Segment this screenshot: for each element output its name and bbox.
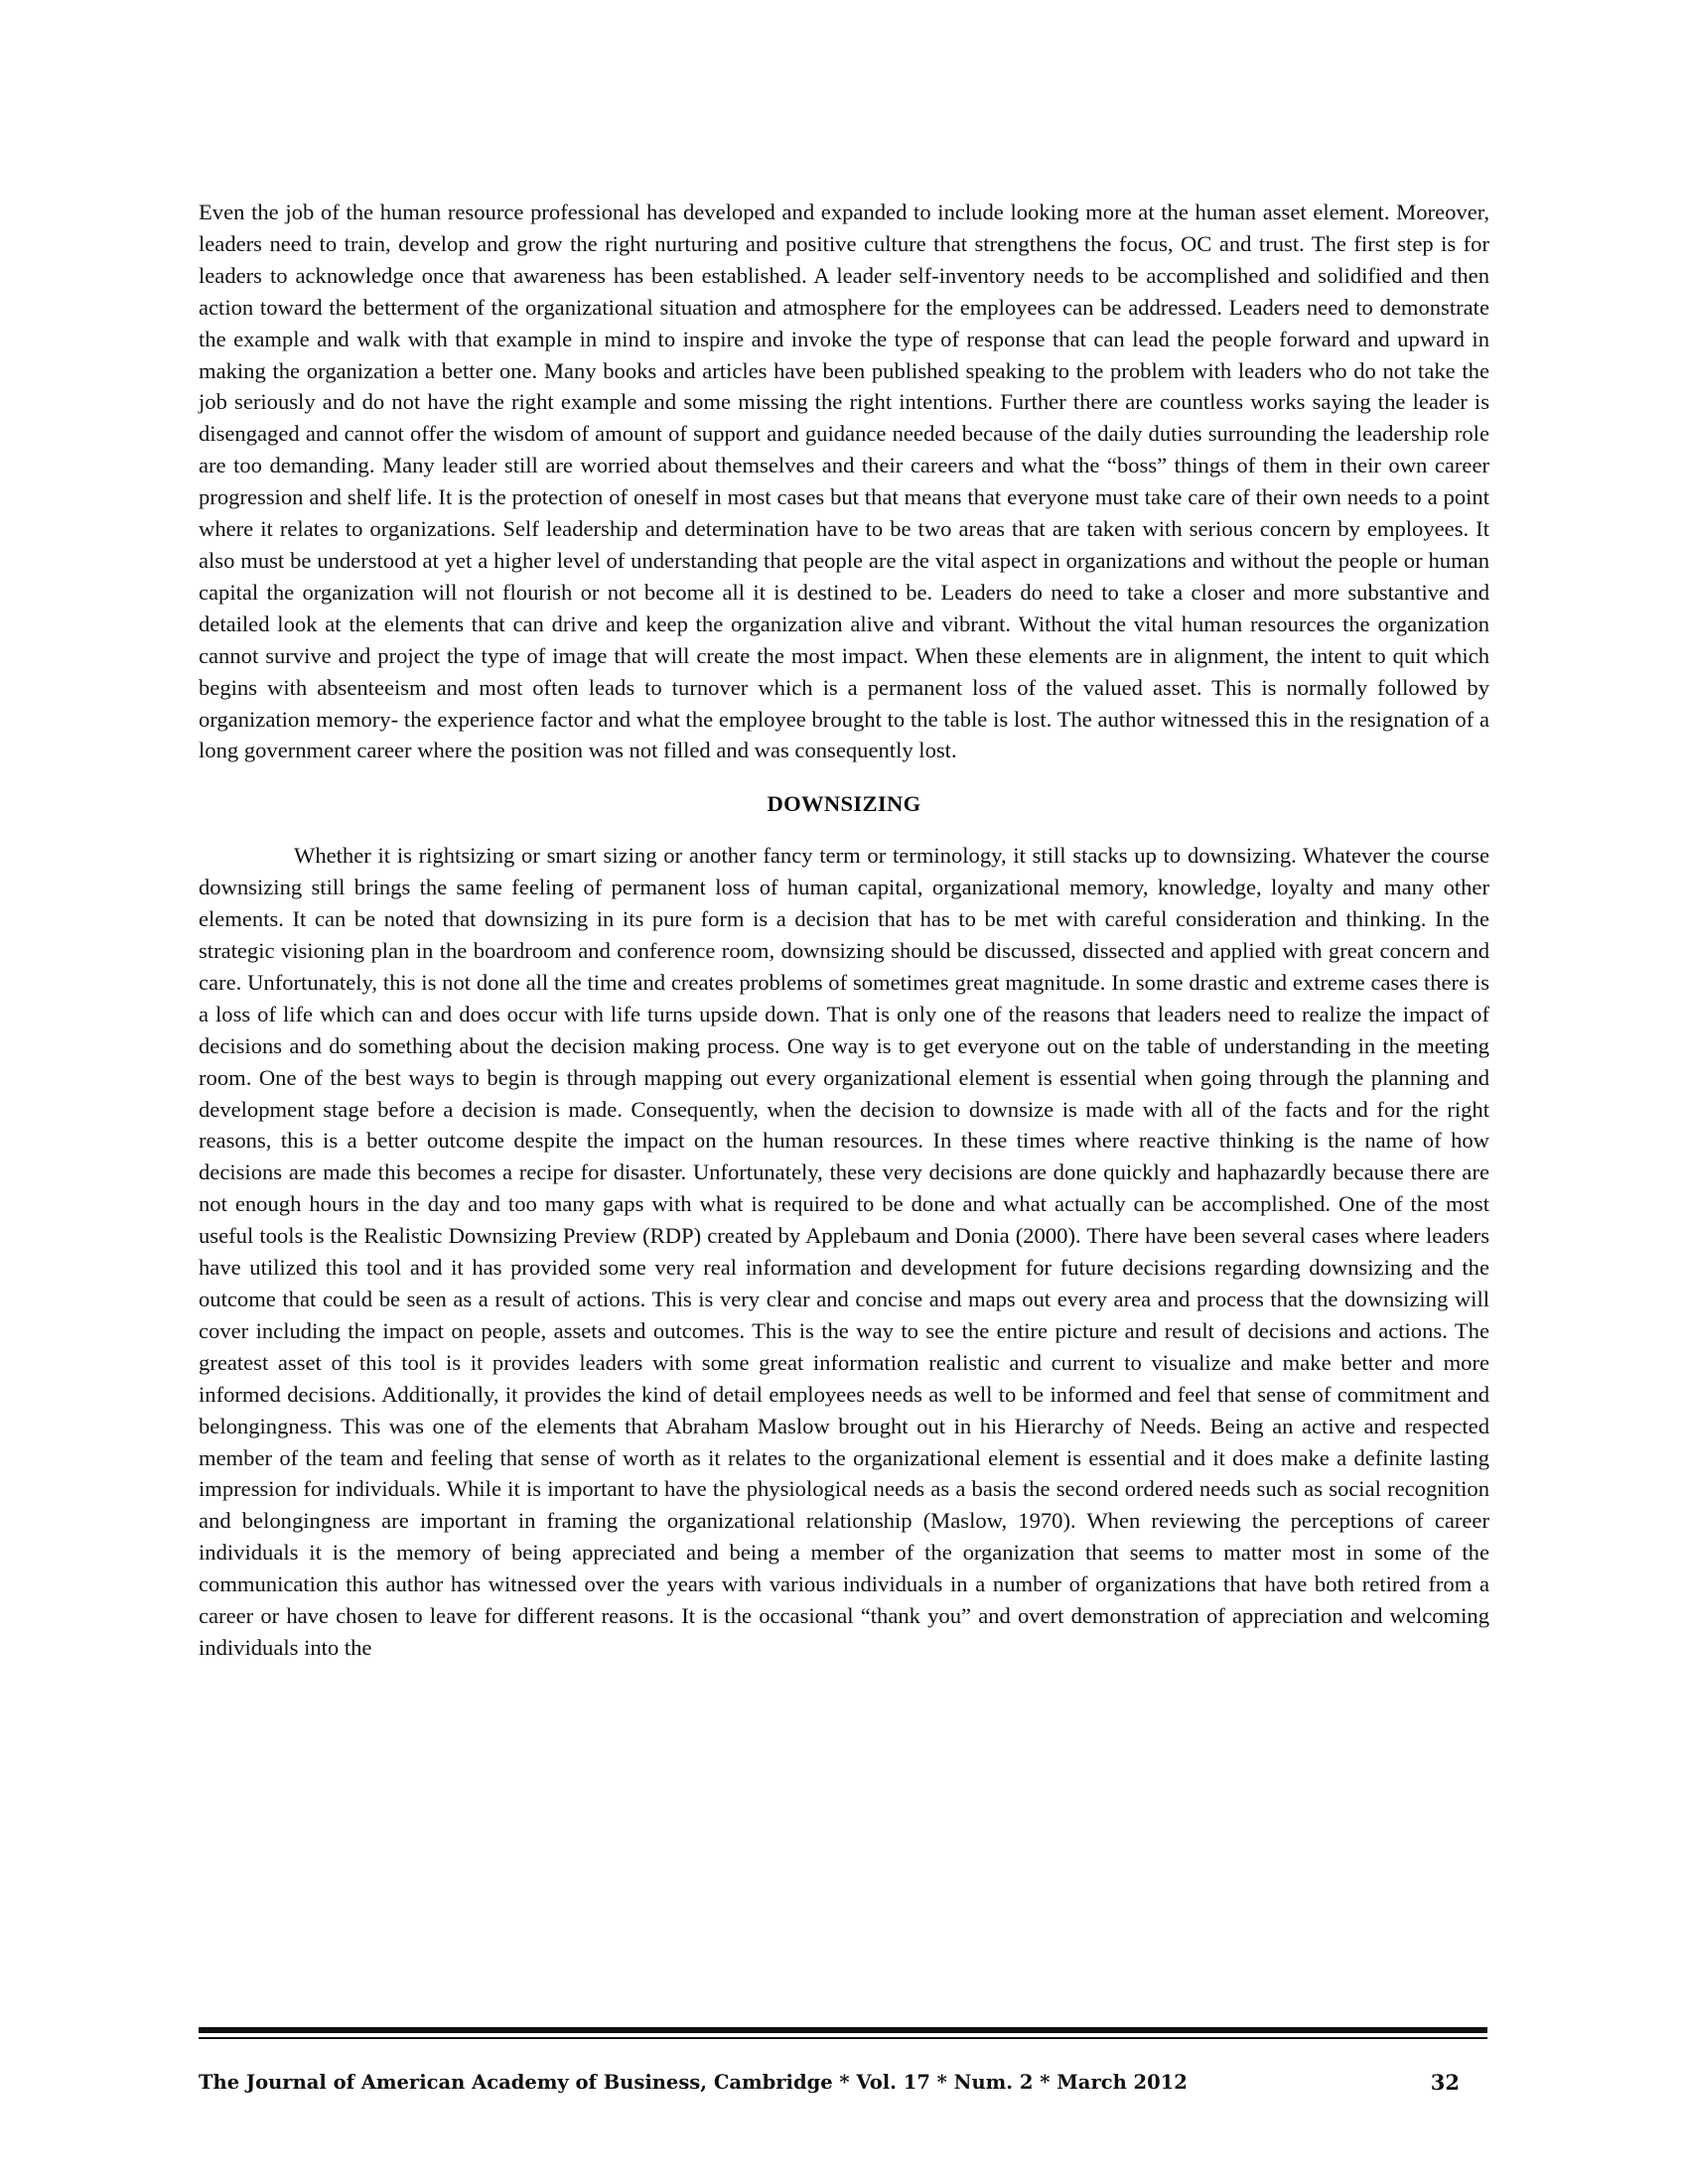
body-paragraph-1: Even the job of the human resource professional has developed and expanded to include looking more at the human asset element. Moreover, leaders need to train, develop and grow the right nurturing and positive culture that strengthens the focus, OC and trust. The first step is for leaders to acknowledge once that awareness has been established. A leader self-inventory needs to be accomplished and solidified and then action toward the betterment of the organizational situation and atmosphere for the employees can be addressed. Leaders need to demonstrate the example and walk with that example in mind to inspire and invoke the type of response that can lead the people forward and upward in making the organization a better one. Many books and articles have been published speaking to the problem with leaders who do not take the job seriously and do not have the right example and some missing the right intentions. Further there are countless works saying the leader is disengaged and cannot offer the wisdom of amount of support and guidance needed because of the daily duties surrounding the leadership role are too demanding. Many leader still are worried about themselves and their careers and what the “boss” things of them in their own career progression and shelf life. It is the protection of oneself in most cases but that means that everyone must take care of their own needs to a point where it relates to organizations. Self leadership and determination have to be two areas that are taken with serious concern by employees. It also must be understood at yet a higher level of understanding that people are the vital aspect in organizations and without the people or human capital the organization will not flourish or not become all it is destined to be. Leaders do need to take a closer and more substantive and detailed look at the elements that can drive and keep the organization alive and vibrant. Without the vital human resources the organization cannot survive and project the type of image that will create the most impact. When these elements are in alignment, the intent to quit which begins with absenteeism and most often leads to turnover which is a permanent loss of the valued asset. This is normally followed by organization memory- the experience factor and what the employee brought to the table is lost. The author witnessed this in the resignation of a long government career where the position was not filled and was consequently lost. xyxy=(199,200,1489,763)
body-text-column xyxy=(199,197,1489,1664)
section-heading-downsizing: DOWNSIZING xyxy=(767,791,921,817)
footer-rule-thin xyxy=(199,2037,1487,2039)
page-number: 32 xyxy=(1430,2070,1460,2095)
page-footer xyxy=(199,2067,1460,2099)
journal-citation: The Journal of American Academy of Business, Cambridge * Vol. 17 * Num. 2 * March 2012 xyxy=(199,2071,1188,2094)
body-paragraph-2: Whether it is rightsizing or smart sizing or another fancy term or terminology, it still stacks up to downsizing. Whatever the course downsizing still brings the same feeling of permanent loss of human capital, organizational memory, knowledge, loyalty and many other elements. It can be noted that downsizing in its pure form is a decision that has to be met with careful consideration and thinking. In the strategic visioning plan in the boardroom and conference room, downsizing should be discussed, dissected and applied with great concern and care. Unfortunately, this is not done all the time and creates problems of sometimes great magnitude. In some drastic and extreme cases there is a loss of life which can and does occur with life turns upside down. That is only one of the reasons that leaders need to realize the impact of decisions and do something about the decision making process. One way is to get everyone out on the table of understanding in the meeting room. One of the best ways to begin is through mapping out every organizational element is essential when going through the planning and development stage before a decision is made. Consequently, when the decision to downsize is made with all of the facts and for the right reasons, this is a better outcome despite the impact on the human resources. In these times where reactive thinking is the name of how decisions are made this becomes a recipe for disaster. Unfortunately, these very decisions are done quickly and haphazardly because there are not enough hours in the day and too many gaps with what is required to be done and what actually can be accomplished. One of the most useful tools is the Realistic Downsizing Preview (RDP) created by Applebaum and Donia (2000). There have been several cases where leaders have utilized this tool and it has provided some very real information and development for future decisions regarding downsizing and the outcome that could be seen as a result of actions. This is very clear and concise and maps out every area and process that the downsizing will cover including the impact on people, assets and outcomes. This is the way to see the entire picture and result of decisions and actions. The greatest asset of this tool is it provides leaders with some great information realistic and current to visualize and make better and more informed decisions. Additionally, it provides the kind of detail employees needs as well to be informed and feel that sense of commitment and belongingness. This was one of the elements that Abraham Maslow brought out in his Hierarchy of Needs. Being an active and respected member of the team and feeling that sense of worth as it relates to the organizational element is essential and it does make a definite lasting impression for individuals. While it is important to have the physiological needs as a basis the second ordered needs such as social recognition and belongingness are important in framing the organizational relationship (Maslow, 1970). When reviewing the perceptions of career individuals it is the memory of being appreciated and being a member of the organization that seems to matter most in some of the communication this author has witnessed over the years with various individuals in a number of organizations that have both retired from a career or have chosen to leave for different reasons. It is the occasional “thank you” and overt demonstration of appreciation and welcoming individuals into the xyxy=(199,843,1489,1660)
footer-rule-thick xyxy=(199,2027,1487,2033)
